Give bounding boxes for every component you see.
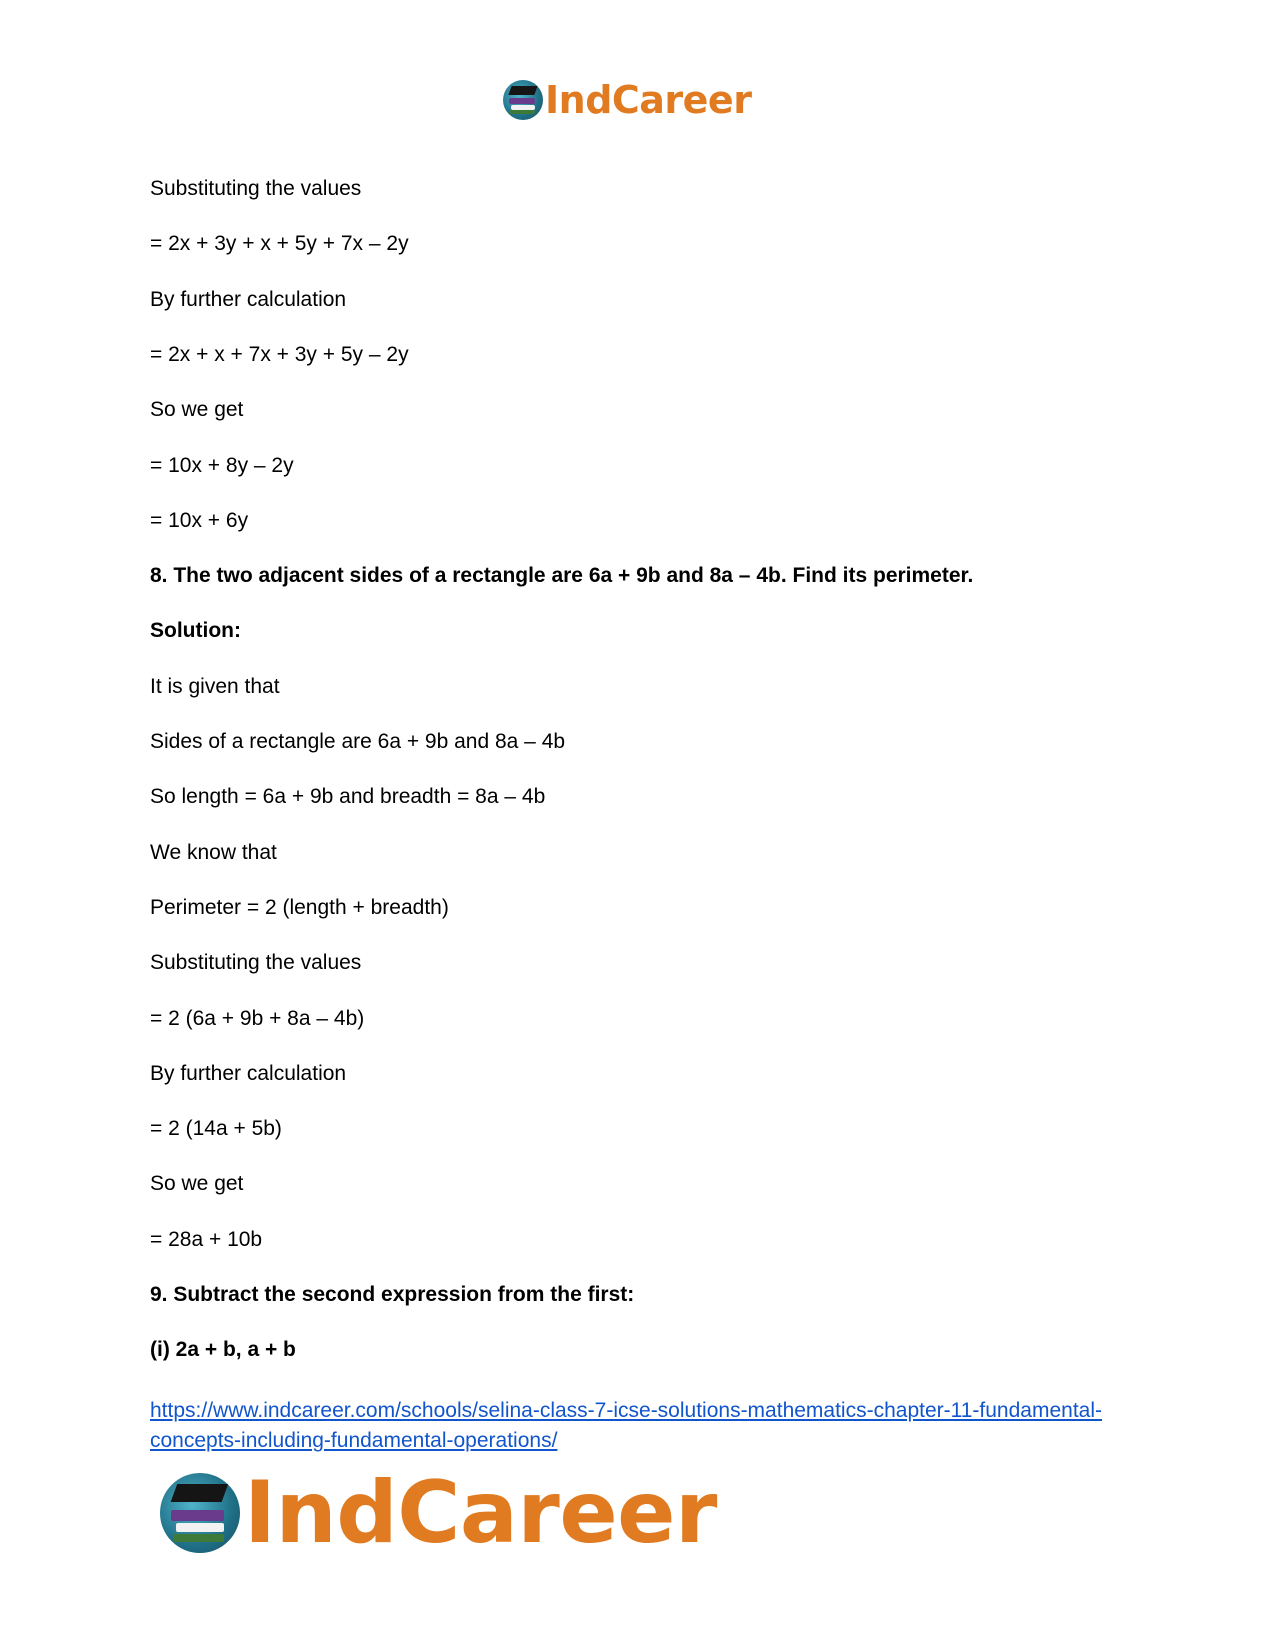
question-heading-line: 9. Subtract the second expression from the first: — [150, 1283, 635, 1306]
text-line: By further calculation — [150, 287, 347, 311]
text-line: So length = 6a + 9b and breadth = 8a – 4b — [150, 785, 546, 809]
text-line: So we get — [150, 398, 244, 422]
header-logo — [503, 80, 751, 120]
text-line: = 10x + 6y — [150, 508, 249, 532]
text-line: = 2x + x + 7x + 3y + 5y – 2y — [150, 342, 409, 366]
text-line: By further calculation — [150, 1061, 347, 1085]
question-heading-line: Solution: — [150, 619, 241, 643]
footer-logo-text: IndCareer — [244, 1463, 717, 1563]
text-line: Perimeter = 2 (length + breadth) — [150, 895, 449, 919]
text-line: We know that — [150, 840, 277, 864]
text-line: Substituting the values — [150, 177, 362, 200]
text-line: = 2x + 3y + x + 5y + 7x – 2y — [150, 232, 409, 256]
footer-logo — [160, 1463, 717, 1563]
question-heading-line: (i) 2a + b, a + b — [150, 1338, 296, 1362]
graduation-cap-books-icon — [503, 80, 543, 120]
graduation-cap-books-icon — [160, 1473, 240, 1553]
text-line: = 2 (14a + 5b) — [150, 1117, 282, 1141]
text-line: It is given that — [150, 674, 280, 698]
text-line: Substituting the values — [150, 951, 362, 975]
source-link[interactable]: https://www.indcareer.com/schools/selina-class-7-icse-solutions-mathematics-chapter-11-fundamental-concepts-including-fundamental-operations/ — [150, 1399, 1102, 1452]
text-line: Sides of a rectangle are 6a + 9b and 8a – 4b — [150, 730, 566, 753]
text-line: = 28a + 10b — [150, 1227, 263, 1251]
text-line: So we get — [150, 1172, 244, 1196]
header-logo-text: IndCareer — [545, 78, 752, 122]
text-line: = 2 (6a + 9b + 8a – 4b) — [150, 1006, 365, 1030]
question-heading-line: 8. The two adjacent sides of a rectangle are 6a + 9b and 8a – 4b. Find its perimeter. — [150, 564, 974, 588]
text-line: = 10x + 8y – 2y — [150, 453, 294, 477]
